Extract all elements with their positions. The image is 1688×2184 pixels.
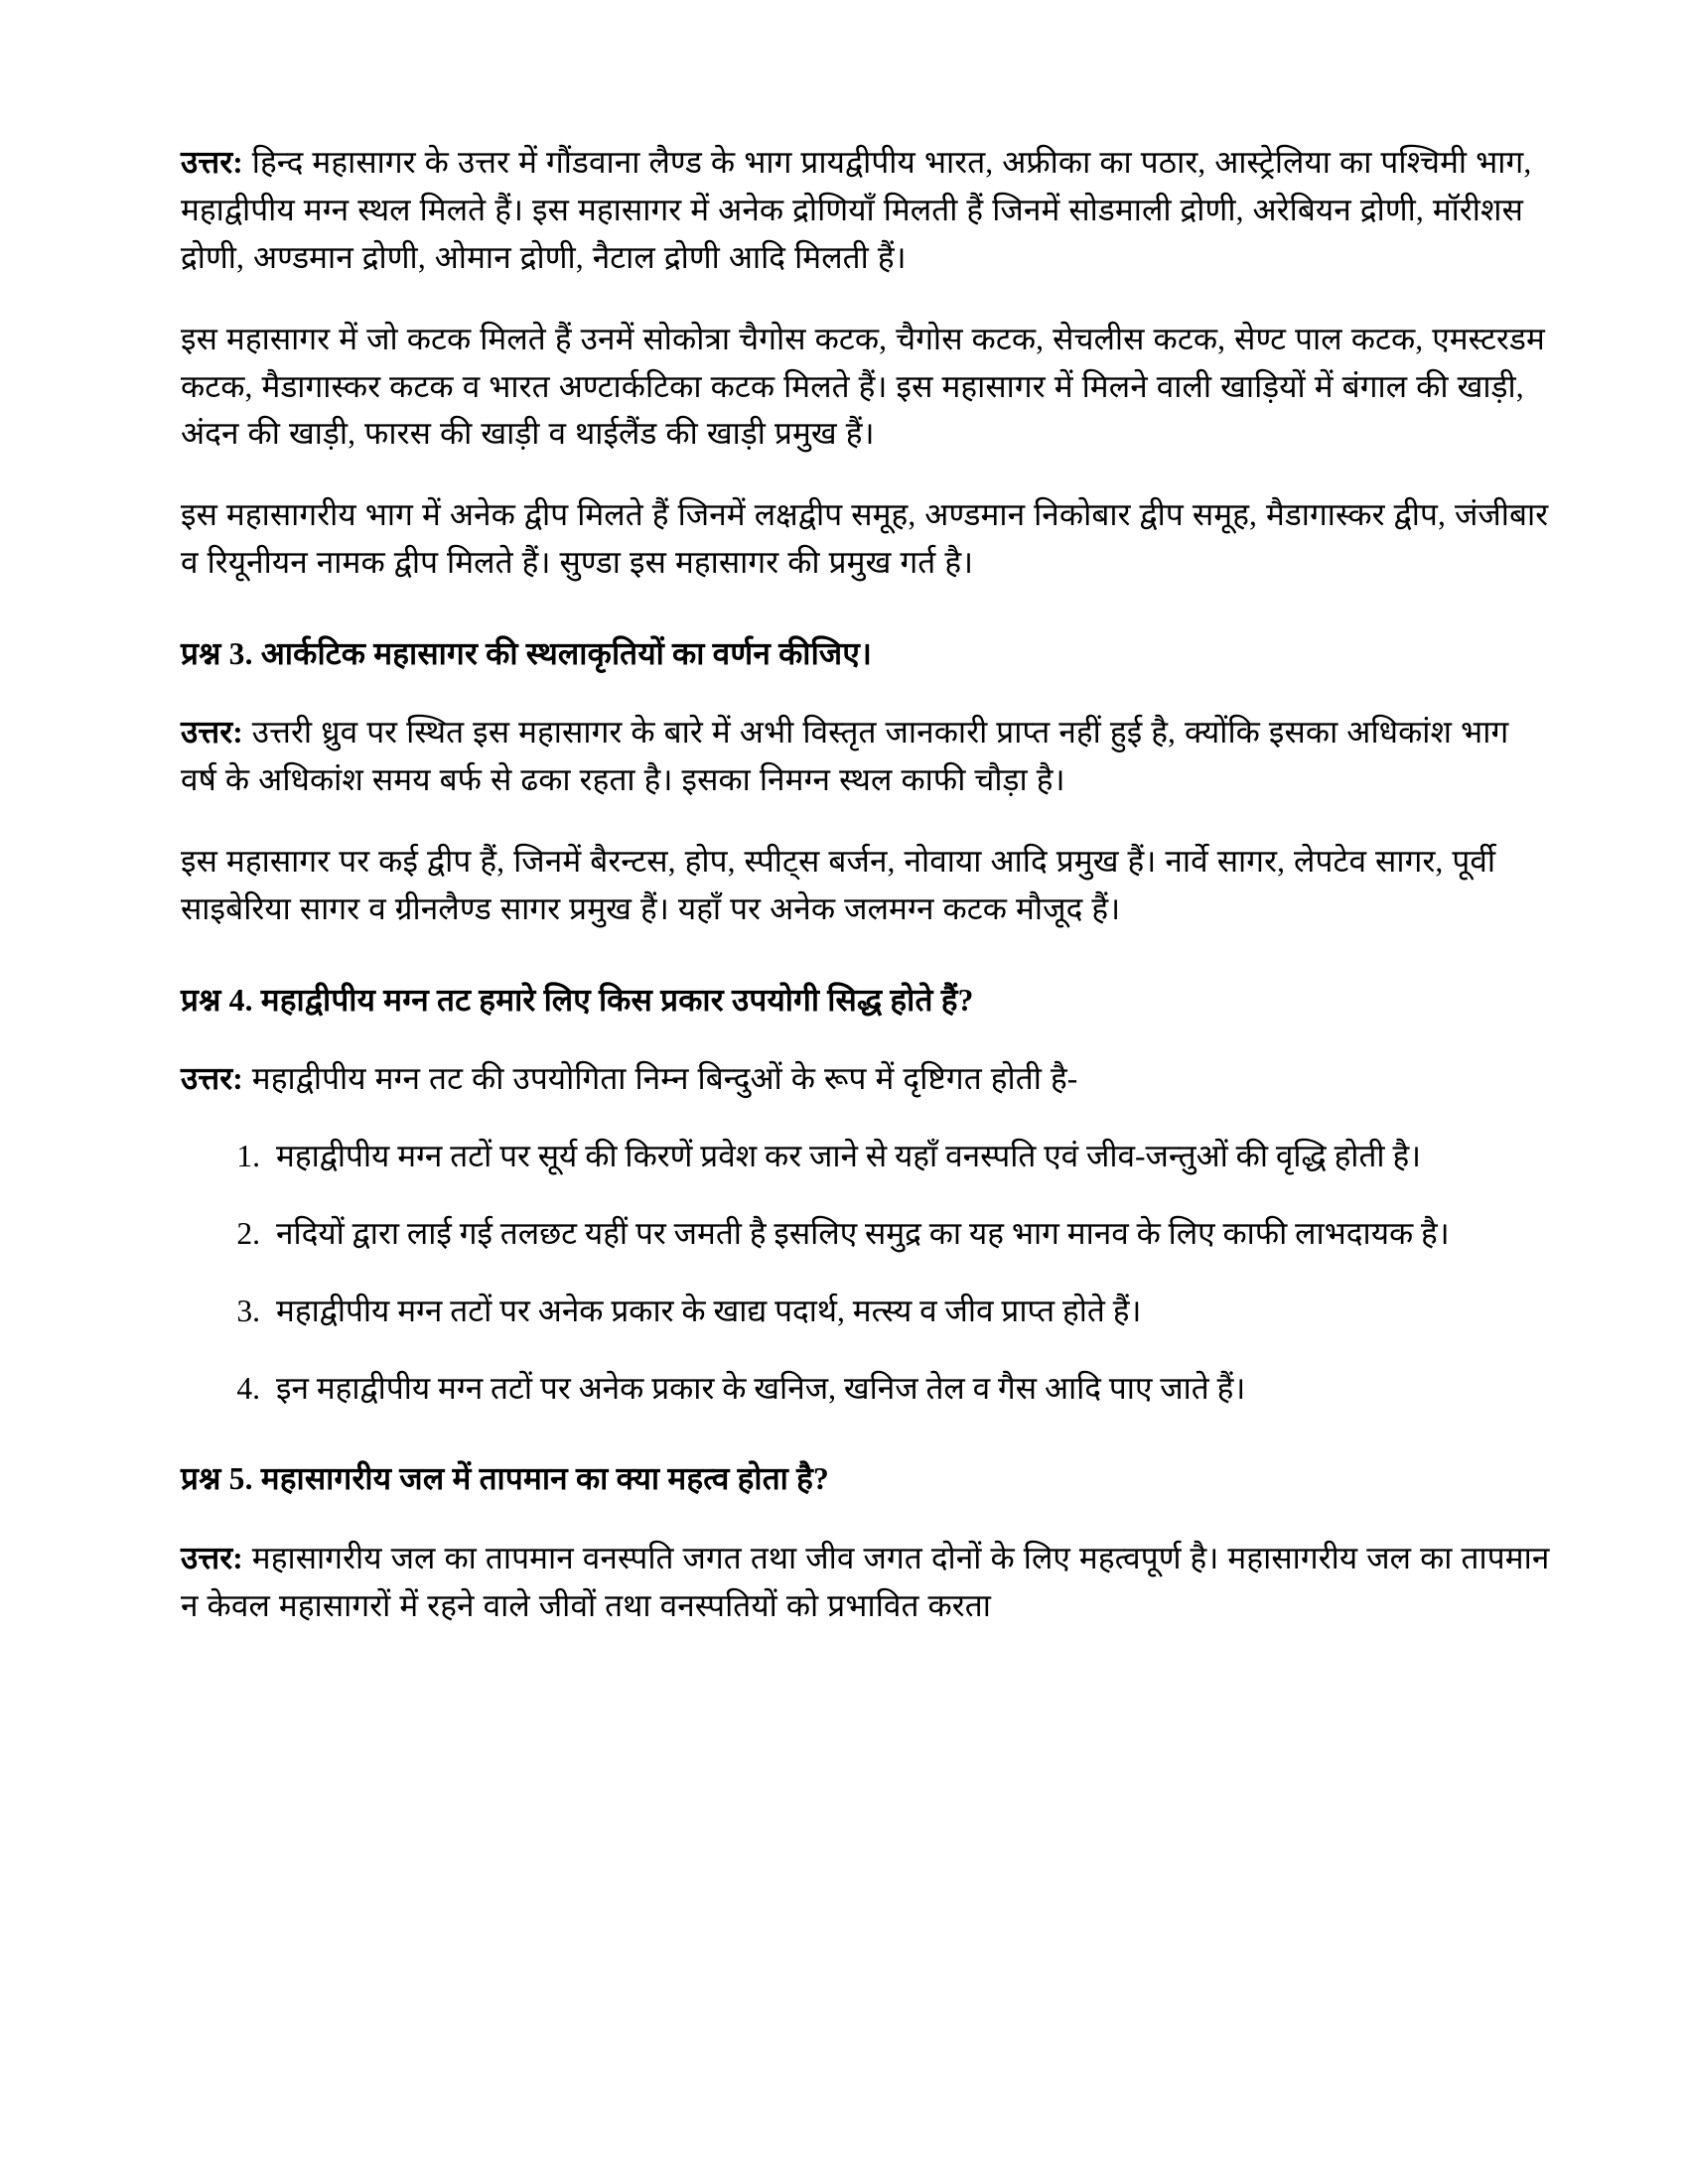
list-item: महाद्वीपीय मग्न तटों पर सूर्य की किरणें प्रवेश कर जाने से यहाँ वनस्पति एवं जीव-जन्तुओं की वृद्धि होती है। <box>276 1138 1422 1173</box>
q5-answer-text-1: महासागरीय जल का तापमान वनस्पति जगत तथा जीव जगत दोनों के लिए महत्वपूर्ण है। महासागरीय जल का तापमान न केवल महासागरों में रहने वाले जीवों तथा वनस्पतियों को प्रभावित करता <box>181 1540 1550 1623</box>
q2-answer-paragraph-1 <box>181 139 1551 282</box>
answer-label: उत्तर: <box>181 715 243 751</box>
answer-label: उत्तर: <box>181 145 243 180</box>
question-4-heading: प्रश्न 4. महाद्वीपीय मग्न तट हमारे लिए किस प्रकार उपयोगी सिद्ध होते हैं? <box>181 982 974 1018</box>
q2-answer-paragraph-2: इस महासागर में जो कटक मिलते हैं उनमें सोकोत्रा चैगोस कटक, चैगोस कटक, सेचलीस कटक, सेण्ट पाल कटक, एमस्टरडम कटक, मैडागास्कर कटक व भारत अण्टार्कटिका कटक मिलते हैं। इस महासागर में मिलने वाली खाड़ियों में बंगाल की खाड़ी, अंदन की खाड़ी, फारस की खाड़ी व थाईलैंड की खाड़ी प्रमुख हैं। <box>181 321 1545 452</box>
q4-answer-intro <box>181 1055 1551 1103</box>
q5-answer-paragraph-1 <box>181 1535 1551 1630</box>
list-item: इन महाद्वीपीय मग्न तटों पर अनेक प्रकार के खनिज, खनिज तेल व गैस आदि पाए जाते हैं। <box>276 1370 1246 1406</box>
q3-answer-paragraph-2: इस महासागर पर कई द्वीप हैं, जिनमें बैरन्टस, होप, स्पीट्स बर्जन, नोवाया आदि प्रमुख हैं। नार्वे सागर, लेपटेव सागर, पूर्वी साइबेरिया सागर व ग्रीनलैण्ड सागर प्रमुख हैं। यहाँ पर अनेक जलमग्न कटक मौजूद हैं। <box>181 844 1496 926</box>
list-item: महाद्वीपीय मग्न तटों पर अनेक प्रकार के खाद्य पदार्थ, मत्स्य व जीव प्राप्त होते हैं। <box>276 1293 1142 1328</box>
page-content <box>181 139 1551 1629</box>
answer-label: उत्तर: <box>181 1540 243 1575</box>
q4-answer-intro-text: महाद्वीपीय मग्न तट की उपयोगिता निम्न बिन्दुओं के रूप में दृष्टिगत होती है- <box>242 1061 1078 1096</box>
q3-answer-text-1: उत्तरी ध्रुव पर स्थित इस महासागर के बारे में अभी विस्तृत जानकारी प्राप्त नहीं हुई है, क्योंकि इसका अधिकांश भाग वर्ष के अधिकांश समय बर्फ से ढका रहता है। इसका निमग्न स्थल काफी चौड़ा है। <box>181 715 1509 798</box>
q3-answer-paragraph-1 <box>181 709 1551 804</box>
question-5-heading: प्रश्न 5. महासागरीय जल में तापमान का क्या महत्व होता है? <box>181 1461 829 1497</box>
answer-label: उत्तर: <box>181 1061 243 1096</box>
question-3-heading: प्रश्न 3. आर्कटिक महासागर की स्थलाकृतियों का वर्णन कीजिए। <box>181 636 873 671</box>
list-item: नदियों द्वारा लाई गई तलछट यहीं पर जमती है इसलिए समुद्र का यह भाग मानव के लिए काफी लाभदायक है। <box>276 1215 1450 1251</box>
q2-answer-text-1: हिन्द महासागर के उत्तर में गौंडवाना लैण्ड के भाग प्रायद्वीपीय भारत, अफ्रीका का पठार, आस्ट्रेलिया का पश्चिमी भाग, महाद्वीपीय मग्न स्थल मिलते हैं। इस महासागर में अनेक द्रोणियाँ मिलती हैं जिनमें सोडमाली द्रोणी, अरेबियन द्रोणी, मॉरीशस द्रोणी, अण्डमान द्रोणी, ओमान द्रोणी, नैटाल द्रोणी आदि मिलती हैं। <box>181 145 1532 275</box>
q4-points-list <box>181 1133 1551 1413</box>
q2-answer-paragraph-3: इस महासागरीय भाग में अनेक द्वीप मिलते हैं जिनमें लक्षद्वीप समूह, अण्डमान निकोबार द्वीप समूह, मैडागास्कर द्वीप, जंजीबार व रियूनीयन नामक द्वीप मिलते हैं। सुण्डा इस महासागर की प्रमुख गर्त है। <box>181 497 1549 581</box>
